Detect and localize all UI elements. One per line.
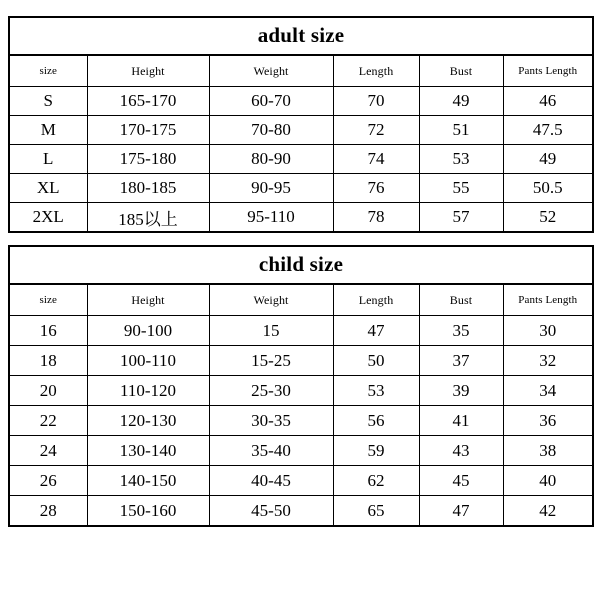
cell-pants-length: 36 xyxy=(503,406,593,436)
table-header-row xyxy=(9,284,593,316)
cell-length: 47 xyxy=(333,316,419,346)
column-header-weight: Weight xyxy=(209,55,333,87)
cell-weight: 90-95 xyxy=(209,174,333,203)
table-row xyxy=(9,174,593,203)
cell-pants-length: 30 xyxy=(503,316,593,346)
cell-bust: 47 xyxy=(419,496,503,527)
table-row xyxy=(9,436,593,466)
cell-bust: 55 xyxy=(419,174,503,203)
table-row xyxy=(9,346,593,376)
cell-bust: 53 xyxy=(419,145,503,174)
table-row xyxy=(9,376,593,406)
cell-pants-length: 49 xyxy=(503,145,593,174)
cell-length: 59 xyxy=(333,436,419,466)
column-header-weight: Weight xyxy=(209,284,333,316)
cell-pants-length: 32 xyxy=(503,346,593,376)
cell-pants-length: 42 xyxy=(503,496,593,527)
cell-weight: 95-110 xyxy=(209,203,333,233)
column-header-pants-length: Pants Length xyxy=(503,284,593,316)
cell-weight: 40-45 xyxy=(209,466,333,496)
cell-height: 180-185 xyxy=(87,174,209,203)
column-header-height: Height xyxy=(87,284,209,316)
cell-size: 2XL xyxy=(9,203,87,233)
cell-bust: 37 xyxy=(419,346,503,376)
table-row xyxy=(9,203,593,233)
column-header-bust: Bust xyxy=(419,55,503,87)
cell-pants-length: 34 xyxy=(503,376,593,406)
cell-length: 78 xyxy=(333,203,419,233)
cell-weight: 35-40 xyxy=(209,436,333,466)
cell-height: 185以上 xyxy=(87,203,209,233)
cell-bust: 49 xyxy=(419,87,503,116)
cell-pants-length: 50.5 xyxy=(503,174,593,203)
cell-weight: 60-70 xyxy=(209,87,333,116)
cell-length: 70 xyxy=(333,87,419,116)
cell-weight: 70-80 xyxy=(209,116,333,145)
cell-length: 50 xyxy=(333,346,419,376)
cell-bust: 45 xyxy=(419,466,503,496)
cell-weight: 30-35 xyxy=(209,406,333,436)
cell-size: 24 xyxy=(9,436,87,466)
cell-bust: 51 xyxy=(419,116,503,145)
cell-weight: 45-50 xyxy=(209,496,333,527)
cell-length: 76 xyxy=(333,174,419,203)
cell-bust: 39 xyxy=(419,376,503,406)
cell-length: 65 xyxy=(333,496,419,527)
column-header-height: Height xyxy=(87,55,209,87)
cell-size: 16 xyxy=(9,316,87,346)
cell-weight: 80-90 xyxy=(209,145,333,174)
cell-height: 165-170 xyxy=(87,87,209,116)
column-header-size: size xyxy=(9,284,87,316)
cell-bust: 41 xyxy=(419,406,503,436)
adult-size-table xyxy=(8,16,594,233)
cell-weight: 15 xyxy=(209,316,333,346)
cell-bust: 43 xyxy=(419,436,503,466)
cell-size: 20 xyxy=(9,376,87,406)
cell-height: 140-150 xyxy=(87,466,209,496)
table-row xyxy=(9,316,593,346)
table-header-row xyxy=(9,55,593,87)
column-header-pants-length: Pants Length xyxy=(503,55,593,87)
cell-weight: 15-25 xyxy=(209,346,333,376)
cell-height: 120-130 xyxy=(87,406,209,436)
cell-height: 130-140 xyxy=(87,436,209,466)
cell-height: 110-120 xyxy=(87,376,209,406)
cell-size: 22 xyxy=(9,406,87,436)
column-header-bust: Bust xyxy=(419,284,503,316)
adult-size-table-title: adult size xyxy=(8,16,594,54)
table-row xyxy=(9,87,593,116)
cell-height: 170-175 xyxy=(87,116,209,145)
table-row xyxy=(9,116,593,145)
child-size-table-title: child size xyxy=(8,245,594,283)
column-header-length: Length xyxy=(333,284,419,316)
cell-height: 90-100 xyxy=(87,316,209,346)
table-row xyxy=(9,406,593,436)
cell-length: 53 xyxy=(333,376,419,406)
cell-length: 74 xyxy=(333,145,419,174)
cell-size: 26 xyxy=(9,466,87,496)
cell-size: M xyxy=(9,116,87,145)
cell-size: L xyxy=(9,145,87,174)
child-size-table xyxy=(8,245,594,527)
column-header-length: Length xyxy=(333,55,419,87)
cell-pants-length: 52 xyxy=(503,203,593,233)
cell-length: 72 xyxy=(333,116,419,145)
cell-pants-length: 38 xyxy=(503,436,593,466)
cell-pants-length: 40 xyxy=(503,466,593,496)
cell-pants-length: 47.5 xyxy=(503,116,593,145)
table-row xyxy=(9,496,593,527)
cell-length: 62 xyxy=(333,466,419,496)
table-row xyxy=(9,145,593,174)
cell-bust: 57 xyxy=(419,203,503,233)
table-row xyxy=(9,466,593,496)
cell-height: 100-110 xyxy=(87,346,209,376)
cell-length: 56 xyxy=(333,406,419,436)
cell-height: 175-180 xyxy=(87,145,209,174)
cell-size: S xyxy=(9,87,87,116)
column-header-size: size xyxy=(9,55,87,87)
cell-bust: 35 xyxy=(419,316,503,346)
cell-size: XL xyxy=(9,174,87,203)
cell-size: 28 xyxy=(9,496,87,527)
cell-pants-length: 46 xyxy=(503,87,593,116)
cell-height: 150-160 xyxy=(87,496,209,527)
cell-size: 18 xyxy=(9,346,87,376)
cell-weight: 25-30 xyxy=(209,376,333,406)
